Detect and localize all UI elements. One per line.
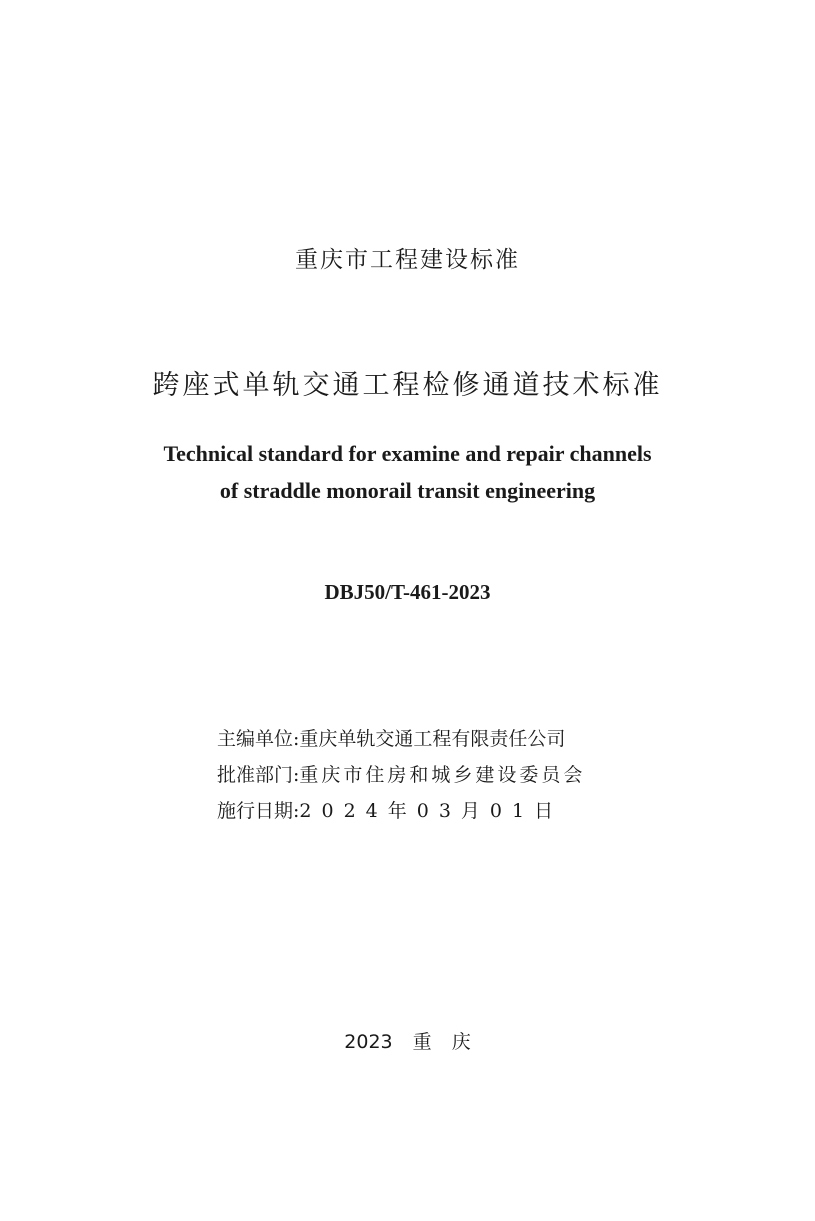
title-english-line1: Technical standard for examine and repair channels xyxy=(163,441,652,466)
date-label: 施行日期: xyxy=(217,800,300,822)
approver-row xyxy=(217,760,585,787)
date-row xyxy=(217,796,563,823)
standard-series: 重庆市工程建设标准 xyxy=(295,247,520,273)
footer-year-place: 2023 重 庆 xyxy=(344,1031,471,1053)
title-english-line2: of straddle monorail transit engineering xyxy=(219,478,596,503)
approver-value: 重庆市住房和城乡建设委员会 xyxy=(299,764,586,786)
title-chinese: 跨座式单轨交通工程检修通道技术标准 xyxy=(152,370,663,401)
editor-label: 主编单位: xyxy=(217,728,300,750)
editor-value: 重庆单轨交通工程有限责任公司 xyxy=(299,728,566,750)
date-value: 2024年03月01日 xyxy=(299,800,564,822)
standard-code: DBJ50/T-461-2023 xyxy=(324,580,491,604)
approver-label: 批准部门: xyxy=(217,764,300,786)
editor-row xyxy=(217,724,565,751)
